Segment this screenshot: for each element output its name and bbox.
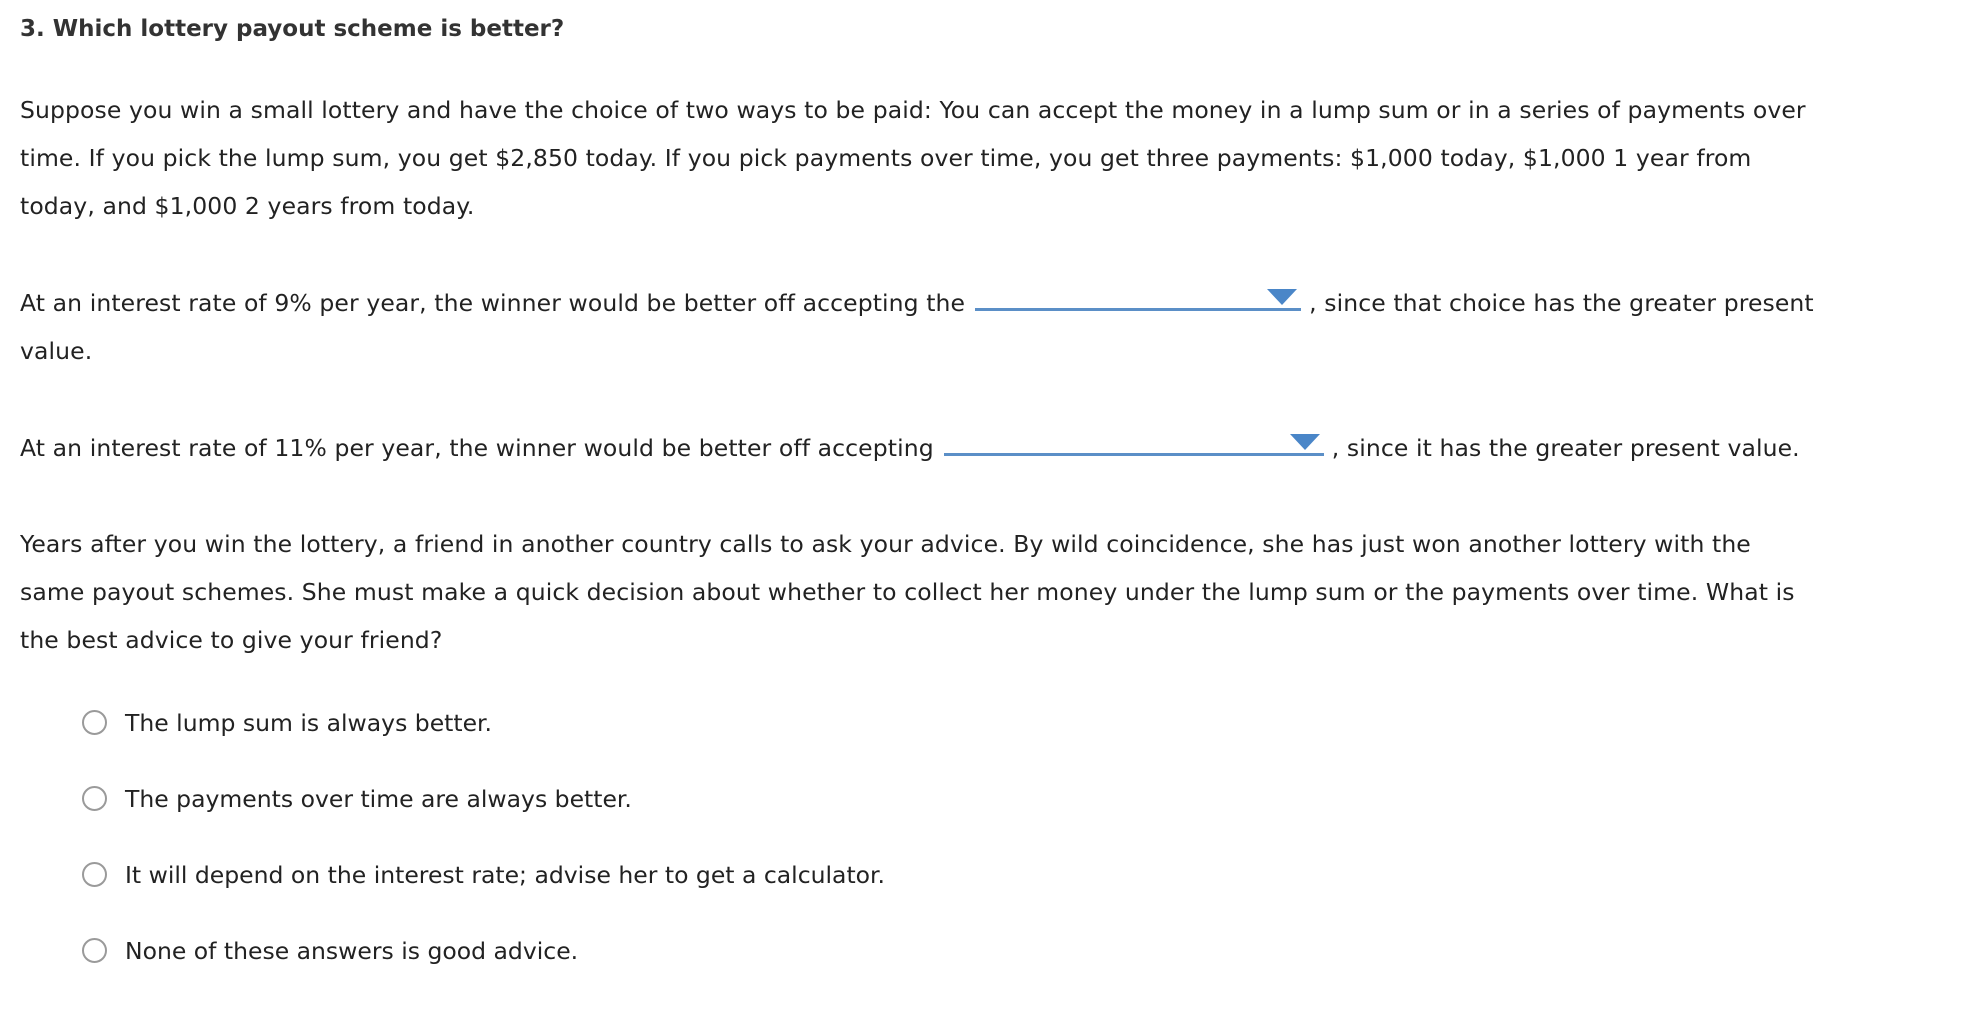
answer-option-lump-sum[interactable] — [82, 708, 885, 784]
answer-option-label[interactable]: The payments over time are always better. — [125, 785, 632, 813]
question-intro — [20, 86, 1920, 230]
part3-line: same payout schemes. She must make a quick decision about whether to collect her money under the lump sum or the payments over time. What is — [20, 578, 1795, 606]
chevron-down-icon[interactable] — [1290, 434, 1320, 450]
part2-text-before: At an interest rate of 11% per year, the winner would be better off accepting — [20, 434, 934, 462]
answer-option-label[interactable]: It will depend on the interest rate; advise her to get a calculator. — [125, 861, 886, 889]
answer-option-none[interactable] — [82, 936, 885, 1012]
part3-question — [20, 520, 1920, 664]
part2-choice-dropdown[interactable] — [944, 427, 1324, 456]
part2-statement — [20, 424, 1920, 472]
answer-options — [82, 708, 885, 1012]
intro-line: today, and $1,000 2 years from today. — [20, 192, 475, 220]
intro-line: Suppose you win a small lottery and have the choice of two ways to be paid: You can accept the money in a lump sum or in a series of payments over — [20, 96, 1806, 124]
answer-option-label[interactable]: None of these answers is good advice. — [125, 937, 579, 965]
radio-button[interactable] — [82, 786, 107, 811]
chevron-down-icon[interactable] — [1267, 289, 1297, 305]
intro-line: time. If you pick the lump sum, you get $2,850 today. If you pick payments over time, you get three payments: $1,000 today, $1,000 1 year from — [20, 144, 1752, 172]
part2-line — [20, 424, 1920, 472]
answer-option-label[interactable]: The lump sum is always better. — [125, 709, 493, 737]
part3-line: the best advice to give your friend? — [20, 626, 443, 654]
question-title: 3. Which lottery payout scheme is better? — [20, 16, 565, 42]
answer-option-depends-on-rate[interactable] — [82, 860, 885, 936]
part1-line — [20, 279, 1920, 327]
radio-button[interactable] — [82, 710, 107, 735]
part1-statement — [20, 279, 1920, 375]
part2-text-after: , since it has the greater present value. — [1331, 434, 1800, 462]
part1-choice-dropdown[interactable] — [975, 282, 1301, 311]
radio-button[interactable] — [82, 938, 107, 963]
answer-option-payments-over-time[interactable] — [82, 784, 885, 860]
part1-text-before: At an interest rate of 9% per year, the winner would be better off accepting the — [20, 289, 966, 317]
part1-text-line2: value. — [20, 337, 93, 365]
radio-button[interactable] — [82, 862, 107, 887]
part3-line: Years after you win the lottery, a friend in another country calls to ask your advice. By wild coincidence, she has just won another lottery with the — [20, 530, 1751, 558]
part1-text-after: , since that choice has the greater present — [1309, 289, 1814, 317]
